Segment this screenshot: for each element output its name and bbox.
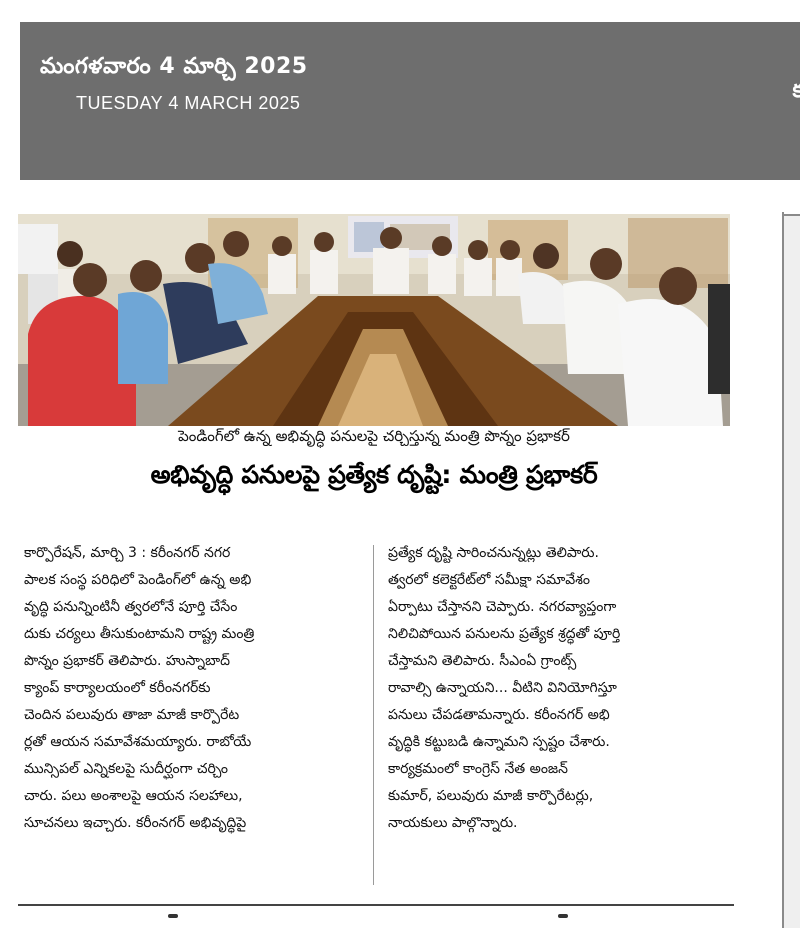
article-line: ఏర్పాటు చేస్తానని చెప్పారు. నగరవ్యాప్తంగా [388, 599, 617, 615]
date-english: TUESDAY 4 MARCH 2025 [76, 93, 301, 113]
article-line: కుమార్, పలువురు మాజీ కార్పొరేటర్లు, [388, 788, 594, 804]
article-line: చెందిన పలువురు తాజా మాజీ కార్పొరేట [24, 707, 240, 723]
article-headline: అభివృద్ధి పనులపై ప్రత్యేక దృష్టి: మంత్రి ప్రభాకర్ [150, 460, 598, 489]
article-line: కార్పొరేషన్, మార్చి 3 : కరీంనగర్ నగర [24, 545, 231, 561]
article-line: వృద్ధి పనున్నింటినీ త్వరలోనే పూర్తి చేసేం [24, 599, 238, 615]
article-line: ప్రత్యేక దృష్టి సారించనున్నట్లు తెలిపారు. [388, 545, 599, 561]
article-line: పొన్నం ప్రభాకర్ తెలిపారు. హుస్నాబాద్ [24, 653, 231, 669]
article-line: చేస్తామని తెలిపారు. సీఎంఏ గ్రాంట్స్ [388, 653, 577, 669]
article-line: కార్యక్రమంలో కాంగ్రెస్ నేత అంజన్ [388, 761, 568, 777]
next-article-fragment [18, 914, 734, 928]
article-line: మున్సిపల్ ఎన్నికలపై సుదీర్ఘంగా చర్చిం [24, 761, 228, 777]
article-column-right [388, 540, 733, 837]
article-line: పాలక సంస్థ పరిధిలో పెండింగ్‌లో ఉన్న అభి [24, 572, 252, 588]
article-column-left [24, 540, 369, 837]
article-line: రావాల్సి ఉన్నాయని... వీటిని వినియోగిస్తూ [388, 680, 617, 696]
masthead-edge-fragment: క [792, 78, 804, 103]
article-line: సూచనలు ఇచ్చారు. కరీంనగర్ అభివృద్ధిపై [24, 815, 247, 831]
column-divider [373, 545, 374, 885]
article-line: దుకు చర్యలు తీసుకుంటామని రాష్ట్ర మంత్రి [24, 626, 255, 642]
meeting-photo-illustration [18, 214, 730, 426]
article-line: పనులు చేపడతామన్నారు. కరీంనగర్ అభి [388, 707, 610, 723]
right-column-edge [784, 216, 800, 928]
article-line: వృద్ధికి కట్టుబడి ఉన్నామని స్పష్టం చేశారు. [388, 734, 610, 750]
photo-caption: పెండింగ్‌లో ఉన్న అభివృద్ధి పనులపై చర్చిస్తున్న మంత్రి పొన్నం ప్రభాకర్ [178, 427, 570, 445]
article-line: ర్లతో ఆయన సమావేశమయ్యారు. రాబోయే [24, 734, 252, 750]
article-line: నిలిచిపోయిన పనులను ప్రత్యేక శ్రద్ధతో పూర్తి [388, 626, 621, 642]
article-line: చారు. పలు అంశాలపై ఆయన సలహాలు, [24, 788, 243, 804]
date-telugu: మంగళవారం 4 మార్చి 2025 [40, 54, 308, 79]
bottom-rule [18, 904, 734, 906]
article-line: నాయకులు పాల్గొన్నారు. [388, 815, 518, 831]
meeting-photo [18, 214, 730, 426]
article-line: క్యాంప్ కార్యాలయంలో కరీంనగర్‌కు [24, 680, 211, 696]
article-line: త్వరలో కలెక్టరేట్‌లో సమీక్షా సమావేశం [388, 572, 591, 588]
